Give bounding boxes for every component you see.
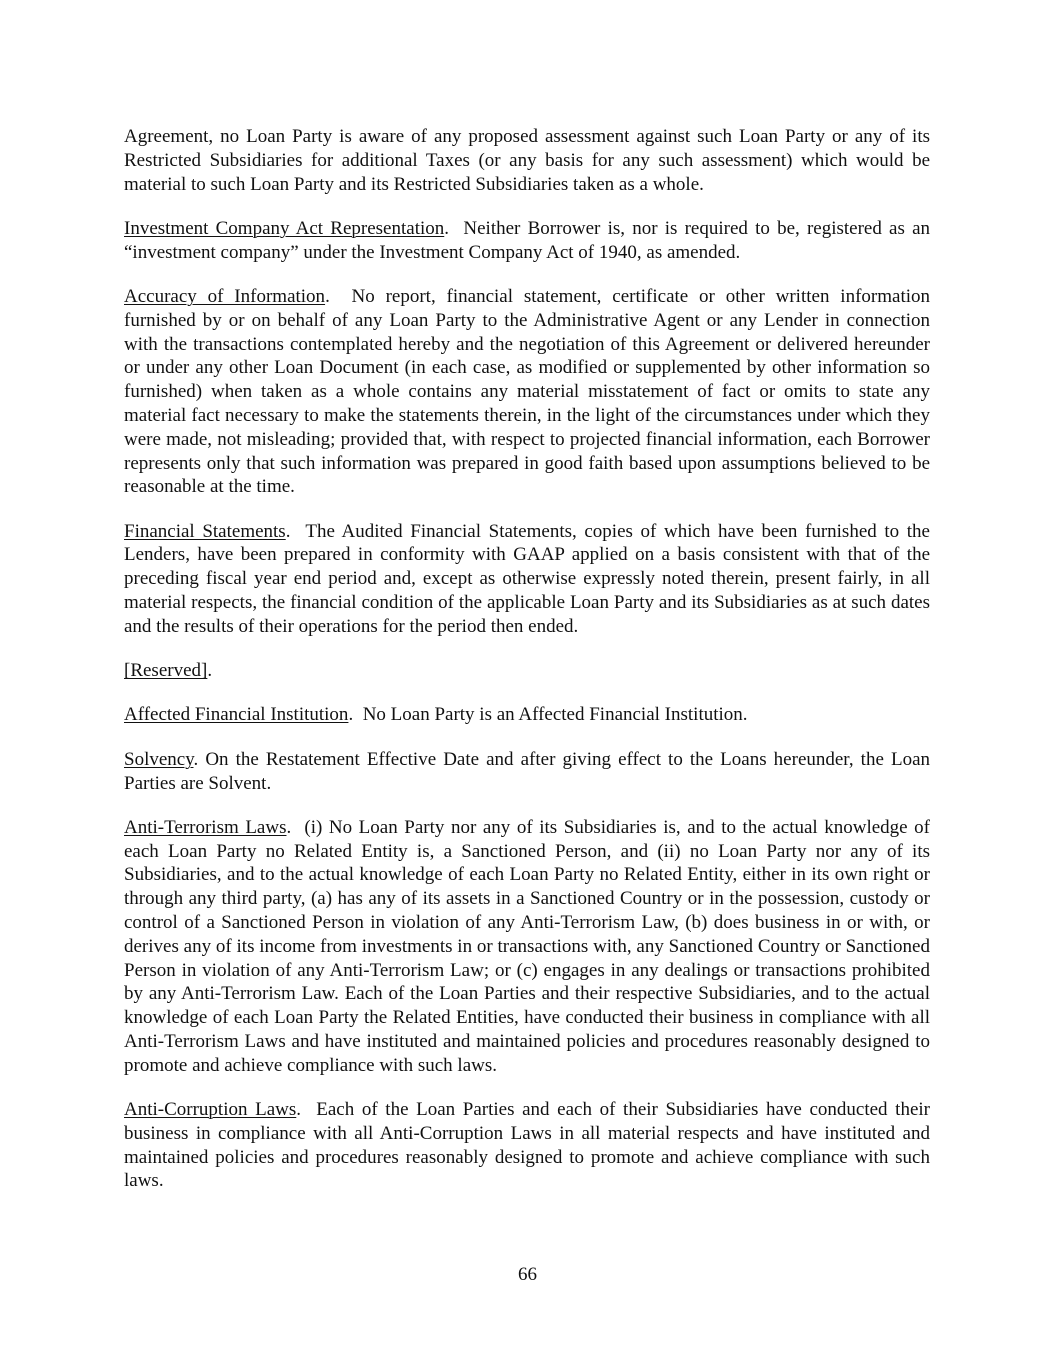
section-heading: Investment Company Act Representation (124, 217, 445, 239)
paragraph-body: On the Restatement Effective Date and after giving effect to the Loans hereunder, the Loan Parties are Solvent. (124, 748, 931, 794)
paragraph-anti-terrorism-laws (124, 816, 930, 1078)
section-heading: Affected Financial Institution (124, 704, 349, 726)
heading-separator: . (444, 217, 464, 239)
section-heading: Accuracy of Information (124, 285, 326, 307)
page-number: 66 (518, 1264, 537, 1285)
paragraph-body: No Loan Party is an Affected Financial Institution. (362, 704, 748, 726)
paragraph-anti-corruption-laws (124, 1098, 930, 1193)
section-heading: Solvency (124, 748, 194, 770)
heading-separator: . (193, 748, 206, 770)
section-heading: [Reserved] (124, 660, 208, 682)
section-heading: Anti-Corruption Laws (124, 1099, 297, 1121)
section-heading: Financial Statements (124, 520, 286, 542)
paragraph-body: Agreement, no Loan Party is aware of any proposed assessment against such Loan Party or any of its Restricted Subsidiaries for additional Taxes (or any basis for any such assessment) which would be material to such Loan Party and its Restricted Subsidiaries taken as a whole. (124, 126, 930, 195)
paragraph-body: Neither Borrower is, nor is required to be, registered as an “investment company” under the Investment Company Act of 1940, as amended. (124, 217, 931, 263)
heading-separator: . (207, 660, 213, 682)
paragraph-body: (i) No Loan Party nor any of its Subsidiaries is, and to the actual knowledge of each Loan Party no Related Entity is, a Sanctioned Person, and (ii) no Loan Party nor any of its Subsidiaries, and to the actual knowledge of each Loan Party no Related Entity, either in its own right or through any third party, (a) has any of its assets in a Sanctioned Country or in the possession, custody or control of a Sanctioned Person in violation of any Anti-Terrorism Law, (b) does business in or with, or derives any of its income from investments in or transactions with, any Sanctioned Country or Sanctioned Person in violation of any Anti-Terrorism Law; or (c) engages in any dealings or transactions prohibited by any Anti-Terrorism Law. Each of the Loan Parties and their respective Subsidiaries, and to the actual knowledge of each Loan Party the Related Entities, have conducted their business in compliance with all Anti-Terrorism Laws and have instituted and maintained policies and procedures reasonably designed to promote and achieve compliance with such laws. (124, 816, 931, 1076)
paragraph-body: The Audited Financial Statements, copies of which have been furnished to the Lenders, have been prepared in conformity with GAAP applied on a basis consistent with that of the preceding fiscal year end period and, except as otherwise expressly noted therein, present fairly, in all material respects, the financial condition of the applicable Loan Party and its Subsidiaries as at such dates and the results of their operations for the period then ended. (124, 520, 930, 637)
paragraph-financial-statements (124, 520, 930, 639)
document-page (124, 125, 930, 1214)
heading-separator: . (296, 1099, 317, 1121)
paragraph-accuracy-of-information (124, 285, 930, 499)
paragraph-body: No report, financial statement, certificate or other written information furnished by or on behalf of any Loan Party to the Administrative Agent or any Lender in connection with the transactions contemplated hereby and the negotiation of this Agreement or delivered hereunder or under any other Loan Document (in each case, as modified or supplemented by other information so furnished) when taken as a whole contains any material misstatement of fact or omits to state any material fact necessary to make the statements therein, in the light of the circumstances under which they were made, not misleading; provided that, with respect to projected financial information, each Borrower represents only that such information was prepared in good faith based upon assumptions believed to be reasonable at the time. (124, 285, 930, 498)
paragraph-body: Each of the Loan Parties and each of their Subsidiaries have conducted their business in compliance with all Anti-Corruption Laws in all material respects and have instituted and maintained policies and procedures reasonably designed to promote and achieve compliance with such laws. (124, 1099, 930, 1192)
heading-separator: . (325, 285, 352, 307)
section-heading: Anti-Terrorism Laws (124, 816, 287, 838)
paragraph-taxes-continued (124, 125, 930, 196)
heading-separator: . (286, 816, 305, 838)
paragraph-investment-company-act (124, 217, 930, 265)
paragraph-solvency (124, 748, 930, 796)
paragraph-reserved (124, 659, 930, 683)
heading-separator: . (348, 704, 363, 726)
heading-separator: . (285, 520, 306, 542)
paragraph-affected-financial-institution (124, 703, 930, 727)
